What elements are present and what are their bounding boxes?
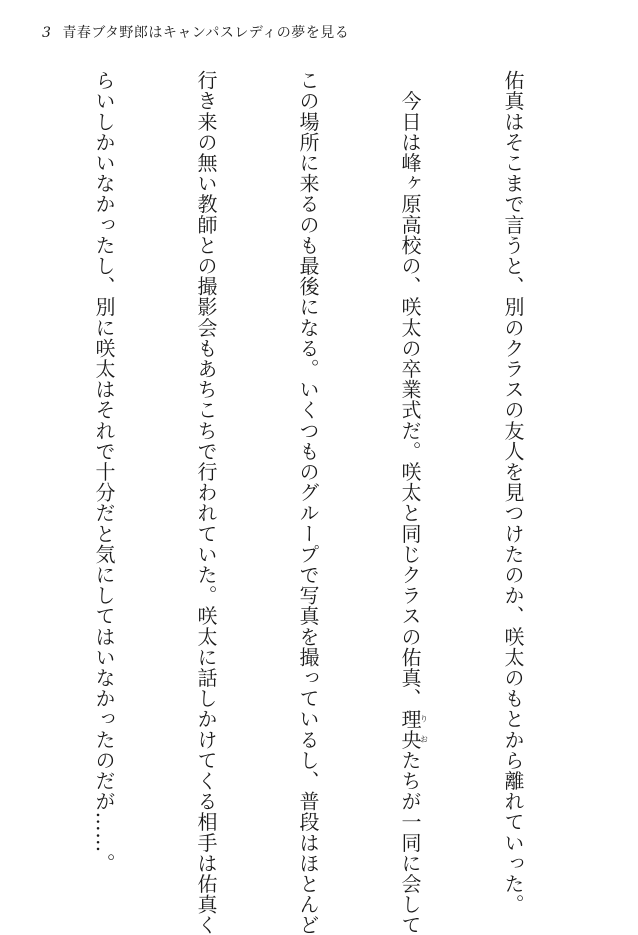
- text-line-with-furigana: [393, 70, 429, 935]
- text-line: らいしかいなかったし、別に咲太はそれで十分だと気にしてはいなかったのだが……。: [92, 70, 116, 874]
- line-segment: 今日は峰ヶ原高校の、咲太の卒業式だ。咲太と同じクラスの佑真、: [398, 70, 422, 709]
- furigana-word: 理央りお: [398, 708, 429, 750]
- furigana-reading: りお: [419, 708, 429, 750]
- vertical-text-body: [0, 70, 598, 935]
- line-segment: たちが一同に会して: [398, 749, 422, 935]
- paragraph-gap: [13, 70, 19, 870]
- text-line: 行き来の無い教師との撮影会もあちこちで行われていた。咲太に話しかけてくる相手は佑真く: [194, 70, 218, 935]
- book-title: 青春ブタ野郎はキャンパスレディの夢を見る: [62, 25, 350, 41]
- text-line: 佑真はそこまで言うと、別のクラスの友人を見つけたのか、咲太のもとから離れていった。: [501, 70, 525, 915]
- running-header: [42, 22, 349, 42]
- page-number: 3: [42, 25, 52, 41]
- text-line: この場所に来るのも最後になる。いくつものグループで写真を撮っているし、普段はほとんど: [296, 70, 320, 935]
